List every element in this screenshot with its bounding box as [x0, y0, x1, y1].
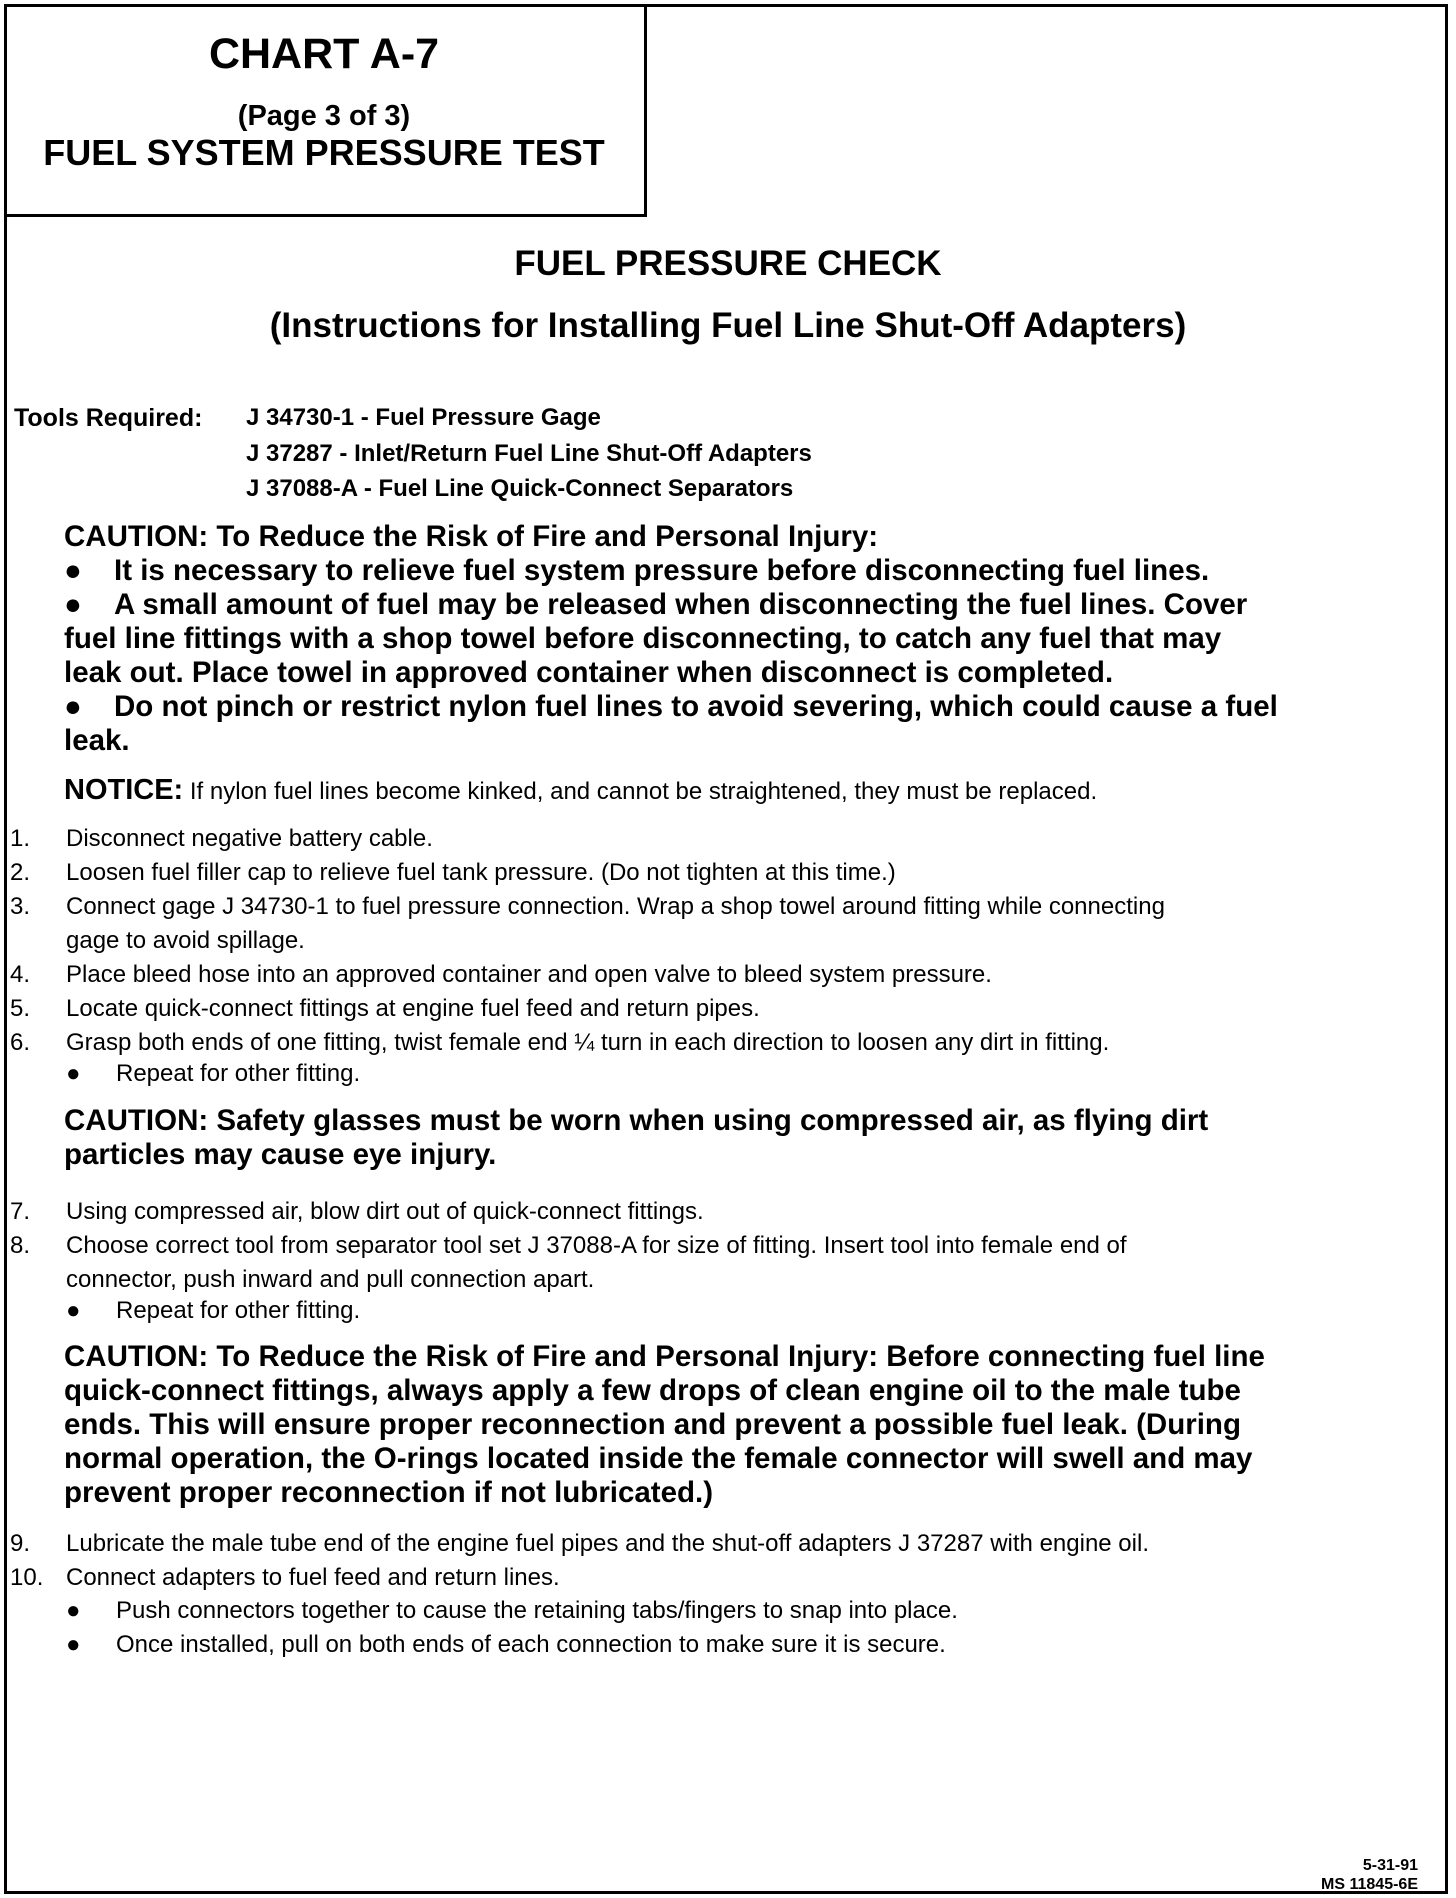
step-item — [10, 1561, 1430, 1595]
caution-text: normal operation, the O-rings located inside the female connector will swell and may — [64, 1442, 1253, 1475]
step-number: 7. — [10, 1198, 31, 1225]
step-text: Lubricate the male tube end of the engine fuel pipes and the shut-off adapters J 37287 with engine oil. — [66, 1530, 1149, 1557]
step-number: 8. — [10, 1232, 31, 1259]
bullet-icon: ● — [64, 588, 82, 621]
step-item — [10, 992, 1430, 1026]
bullet-icon: ● — [66, 1297, 81, 1324]
caution-bullet-text: leak. — [64, 724, 130, 757]
bullet-icon: ● — [64, 554, 82, 587]
step-number: 10. — [10, 1564, 44, 1591]
bullet-icon: ● — [66, 1597, 81, 1624]
caution-bullet-text: fuel line fittings with a shop towel before disconnecting, to catch any fuel that may — [64, 622, 1222, 655]
step-number: 4. — [10, 961, 31, 988]
step-item — [10, 1195, 1430, 1229]
tools-label: Tools Required: — [14, 404, 203, 432]
page-label: (Page 3 of 3) — [237, 100, 411, 132]
caution-text: quick-connect fittings, always apply a few drops of clean engine oil to the male tube — [64, 1374, 1241, 1407]
step-item — [10, 1229, 1430, 1297]
caution-fire-injury — [64, 520, 1404, 758]
step-item — [10, 890, 1430, 958]
step-text: Grasp both ends of one fitting, twist female end ¼ turn in each direction to loosen any dirt in fitting. — [66, 1029, 1110, 1056]
step-item — [10, 1026, 1430, 1060]
step-text: Connect gage J 34730-1 to fuel pressure connection. Wrap a shop towel around fitting while connecting — [66, 893, 1165, 920]
step-text: Locate quick-connect fittings at engine fuel feed and return pipes. — [66, 995, 760, 1022]
step-item — [10, 958, 1430, 992]
footer-date: 5-31-91 — [1362, 1857, 1418, 1874]
sub-bullet-text: Repeat for other fitting. — [116, 1060, 361, 1087]
sub-bullet — [66, 1597, 958, 1625]
caution-text: CAUTION: Safety glasses must be worn when using compressed air, as flying dirt — [64, 1104, 1209, 1137]
step-text: Using compressed air, blow dirt out of quick-connect fittings. — [66, 1198, 704, 1225]
notice-text: If nylon fuel lines become kinked, and cannot be straightened, they must be replaced. — [189, 778, 1098, 805]
sub-bullet — [66, 1297, 360, 1325]
caution-bullet-text: It is necessary to relieve fuel system pressure before disconnecting fuel lines. — [114, 554, 1210, 587]
sub-bullet — [66, 1631, 946, 1659]
sub-bullet-text: Once installed, pull on both ends of each connection to make sure it is secure. — [116, 1631, 946, 1658]
caution-title: CAUTION: To Reduce the Risk of Fire and Personal Injury: — [64, 520, 879, 553]
footer — [1321, 1856, 1418, 1894]
caution-safety-glasses — [64, 1104, 1404, 1172]
caution-text: particles may cause eye injury. — [64, 1138, 497, 1171]
test-name: FUEL SYSTEM PRESSURE TEST — [43, 132, 605, 173]
step-number: 9. — [10, 1530, 31, 1557]
step-number: 2. — [10, 859, 31, 886]
step-text: Place bleed hose into an approved container and open valve to bleed system pressure. — [66, 961, 992, 988]
sub-bullet-text: Push connectors together to cause the retaining tabs/fingers to snap into place. — [116, 1597, 958, 1624]
chart-title-box — [4, 4, 647, 217]
step-number: 3. — [10, 893, 31, 920]
footer-doc-id: MS 11845-6E — [1321, 1876, 1418, 1893]
step-number: 1. — [10, 825, 31, 852]
step-item — [10, 822, 1430, 856]
section-title: FUEL PRESSURE CHECK — [514, 244, 942, 283]
caution-bullet-text: leak out. Place towel in approved container when disconnect is completed. — [64, 656, 1114, 689]
step-text: Loosen fuel filler cap to relieve fuel tank pressure. (Do not tighten at this time.) — [66, 859, 896, 886]
caution-bullet-text: A small amount of fuel may be released when disconnecting the fuel lines. Cover — [114, 588, 1248, 621]
step-text: Choose correct tool from separator tool set J 37088-A for size of fitting. Insert tool into female end of — [66, 1232, 1127, 1259]
bullet-icon: ● — [64, 690, 82, 723]
caution-bullet-text: Do not pinch or restrict nylon fuel lines to avoid severing, which could cause a fuel — [114, 690, 1278, 723]
tool-item: J 37287 - Inlet/Return Fuel Line Shut-Off Adapters — [246, 440, 812, 467]
step-text: Connect adapters to fuel feed and return lines. — [66, 1564, 560, 1591]
notice — [64, 774, 1097, 807]
caution-lubrication — [64, 1340, 1404, 1510]
caution-text: ends. This will ensure proper reconnection and prevent a possible fuel leak. (During — [64, 1408, 1241, 1441]
tool-item: J 34730-1 - Fuel Pressure Gage — [246, 404, 601, 431]
step-number: 6. — [10, 1029, 31, 1056]
bullet-icon: ● — [66, 1631, 81, 1658]
step-item — [10, 1527, 1430, 1561]
sub-bullet — [66, 1060, 360, 1088]
caution-text: prevent proper reconnection if not lubricated.) — [64, 1476, 714, 1509]
step-text: Disconnect negative battery cable. — [66, 825, 433, 852]
step-item — [10, 856, 1430, 890]
section-subtitle: (Instructions for Installing Fuel Line Shut-Off Adapters) — [269, 306, 1187, 345]
step-text-continued: connector, push inward and pull connection apart. — [66, 1266, 595, 1293]
step-text-continued: gage to avoid spillage. — [66, 927, 305, 954]
sub-bullet-text: Repeat for other fitting. — [116, 1297, 361, 1324]
notice-label: NOTICE: — [64, 774, 184, 806]
caution-text: CAUTION: To Reduce the Risk of Fire and Personal Injury: Before connecting fuel line — [64, 1340, 1265, 1373]
tool-item: J 37088-A - Fuel Line Quick-Connect Separators — [246, 475, 794, 502]
chart-title: CHART A-7 — [208, 30, 440, 78]
step-number: 5. — [10, 995, 31, 1022]
bullet-icon: ● — [66, 1060, 81, 1087]
